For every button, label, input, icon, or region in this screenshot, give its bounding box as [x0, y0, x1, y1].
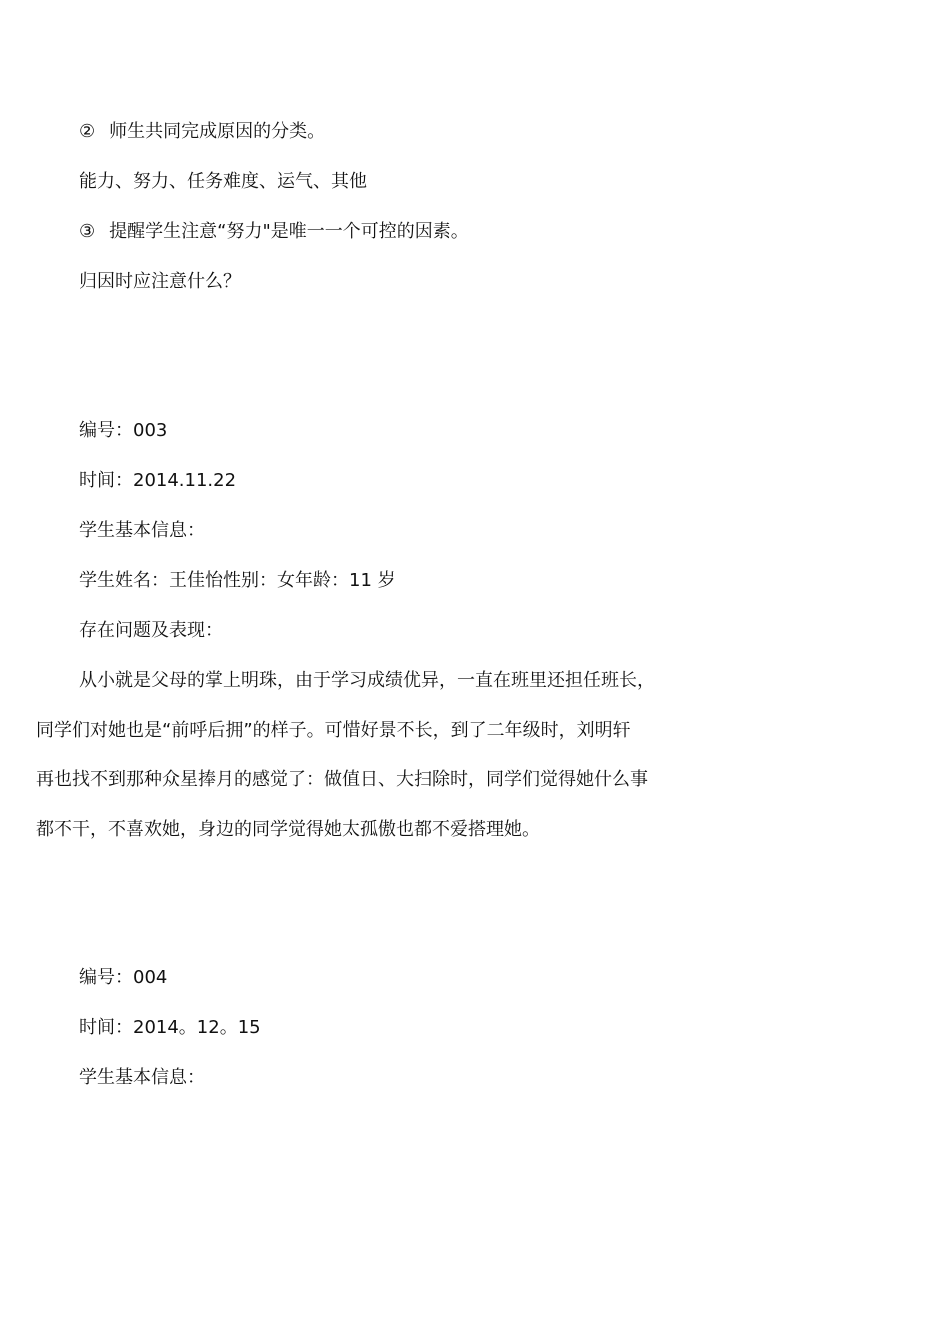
info-heading: 学生基本信息： — [79, 520, 205, 541]
question-line: 归因时应注意什么？ — [79, 271, 241, 292]
list-item-2 — [79, 120, 325, 144]
student-info-line: 学生姓名：王佳怡性别：女年龄：11 岁 — [79, 570, 396, 591]
paragraph-line: 都不干，不喜欢她，身边的同学觉得她太孤傲也都不爱搭理她。 — [36, 819, 540, 840]
info-heading: 学生基本信息： — [79, 1067, 205, 1088]
record-number: 编号：003 — [79, 420, 168, 441]
problem-heading: 存在问题及表现： — [79, 620, 223, 641]
list-item-text: 师生共同完成原因的分类。 — [109, 121, 326, 142]
paragraph-line: 再也找不到那种众星捧月的感觉了：做值日、大扫除时，同学们觉得她什么事 — [36, 769, 648, 790]
paragraph-line: 从小就是父母的掌上明珠，由于学习成绩优异，一直在班里还担任班长， — [79, 670, 655, 691]
record-time: 时间：2014.11.22 — [79, 470, 237, 491]
record-number: 编号：004 — [79, 967, 168, 988]
paragraph-line: 同学们对她也是“前呼后拥”的样子。可惜好景不长，到了二年级时，刘明轩 — [36, 720, 631, 741]
list-item-text: 提醒学生注意“努力"是唯一一个可控的因素。 — [109, 221, 469, 242]
list-marker: ② — [79, 121, 96, 142]
list-marker: ③ — [79, 221, 96, 242]
record-time: 时间：2014。12。15 — [79, 1017, 261, 1038]
categories-line: 能力、努力、任务难度、运气、其他 — [79, 171, 367, 192]
list-item-3 — [79, 220, 469, 244]
